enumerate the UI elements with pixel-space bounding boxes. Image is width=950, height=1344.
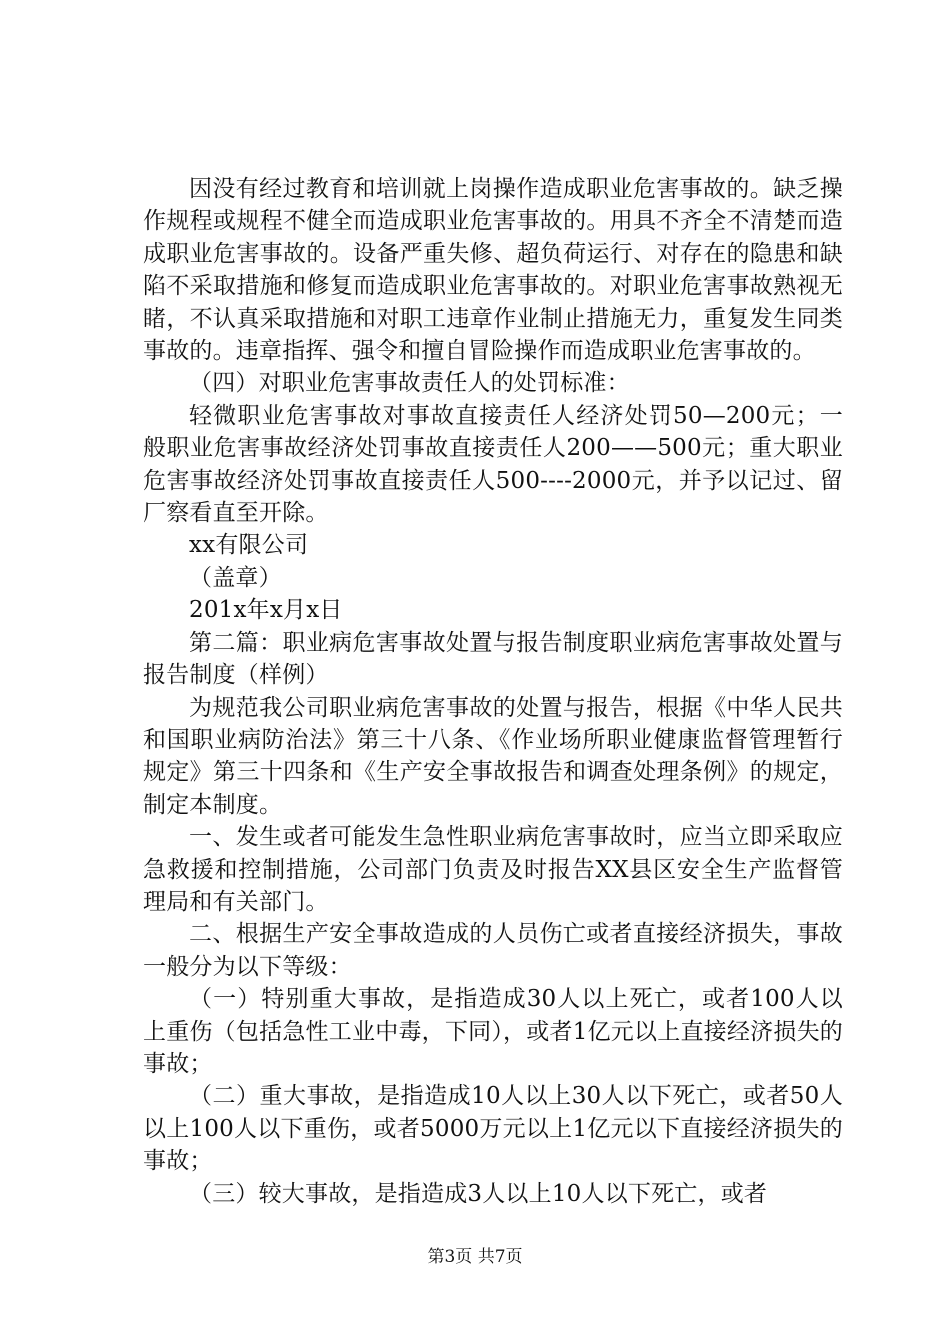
paragraph-purpose: 为规范我公司职业病危害事故的处置与报告，根据《中华人民共和国职业病防治法》第三十八条、《作业场所职业健康监督管理暂行规定》第三十四条和《生产安全事故报告和调查处理条例》的规定，制定本制度。 [143, 694, 843, 818]
paragraph-item-two: 二、根据生产安全事故造成的人员伤亡或者直接经济损失，事故一般分为以下等级： [143, 921, 843, 980]
paragraph-violations: 因没有经过教育和培训就上岗操作造成职业危害事故的。缺乏操作规程或规程不健全而造成职业危害事故的。用具不齐全不清楚而造成职业危害事故的。设备严重失修、超负荷运行、对存在的隐患和缺陷不采取措施和修复而造成职业危害事故的。对职业危害事故熟视无睹，不认真采取措施和对职工违章作业制止措施无力，重复发生同类事故的。违章指挥、强令和擅自冒险操作而造成职业危害事故的。 [143, 176, 843, 365]
paragraph-level-two: （二）重大事故，是指造成10人以上30人以下死亡，或者50人以上100人以下重伤，或者5000万元以上1亿元以下直接经济损失的事故； [143, 1083, 843, 1175]
chapter-two-title: 第二篇：职业病危害事故处置与报告制度职业病危害事故处置与报告制度（样例） [143, 629, 843, 689]
document-date: 201x年x月x日 [189, 597, 343, 624]
paragraph-level-one: （一）特别重大事故，是指造成30人以上死亡，或者100人以上重伤（包括急性工业中毒，下同），或者1亿元以上直接经济损失的事故； [143, 986, 843, 1077]
paragraph-penalty-standards: 轻微职业危害事故对事故直接责任人经济处罚50—200元；一般职业危害事故经济处罚事故直接责任人200——500元；重大职业危害事故经济处罚事故直接责任人500----2000元，并予以记过、留厂察看直至开除。 [143, 402, 843, 527]
paragraph-item-one: 一、发生或者可能发生急性职业病危害事故时，应当立即采取应急救援和控制措施，公司部门负责及时报告XX县区安全生产监督管理局和有关部门。 [143, 824, 843, 915]
seal-note: （盖章） [189, 564, 282, 591]
paragraph-level-three: （三）较大事故，是指造成3人以上10人以下死亡，或者 [189, 1180, 768, 1207]
page-footer: 第3页 共7页 [427, 1247, 523, 1267]
company-name: xx有限公司 [189, 532, 309, 559]
document-body [143, 173, 843, 1210]
paragraph-section-four-heading: （四）对职业危害事故责任人的处罚标准： [189, 370, 630, 397]
